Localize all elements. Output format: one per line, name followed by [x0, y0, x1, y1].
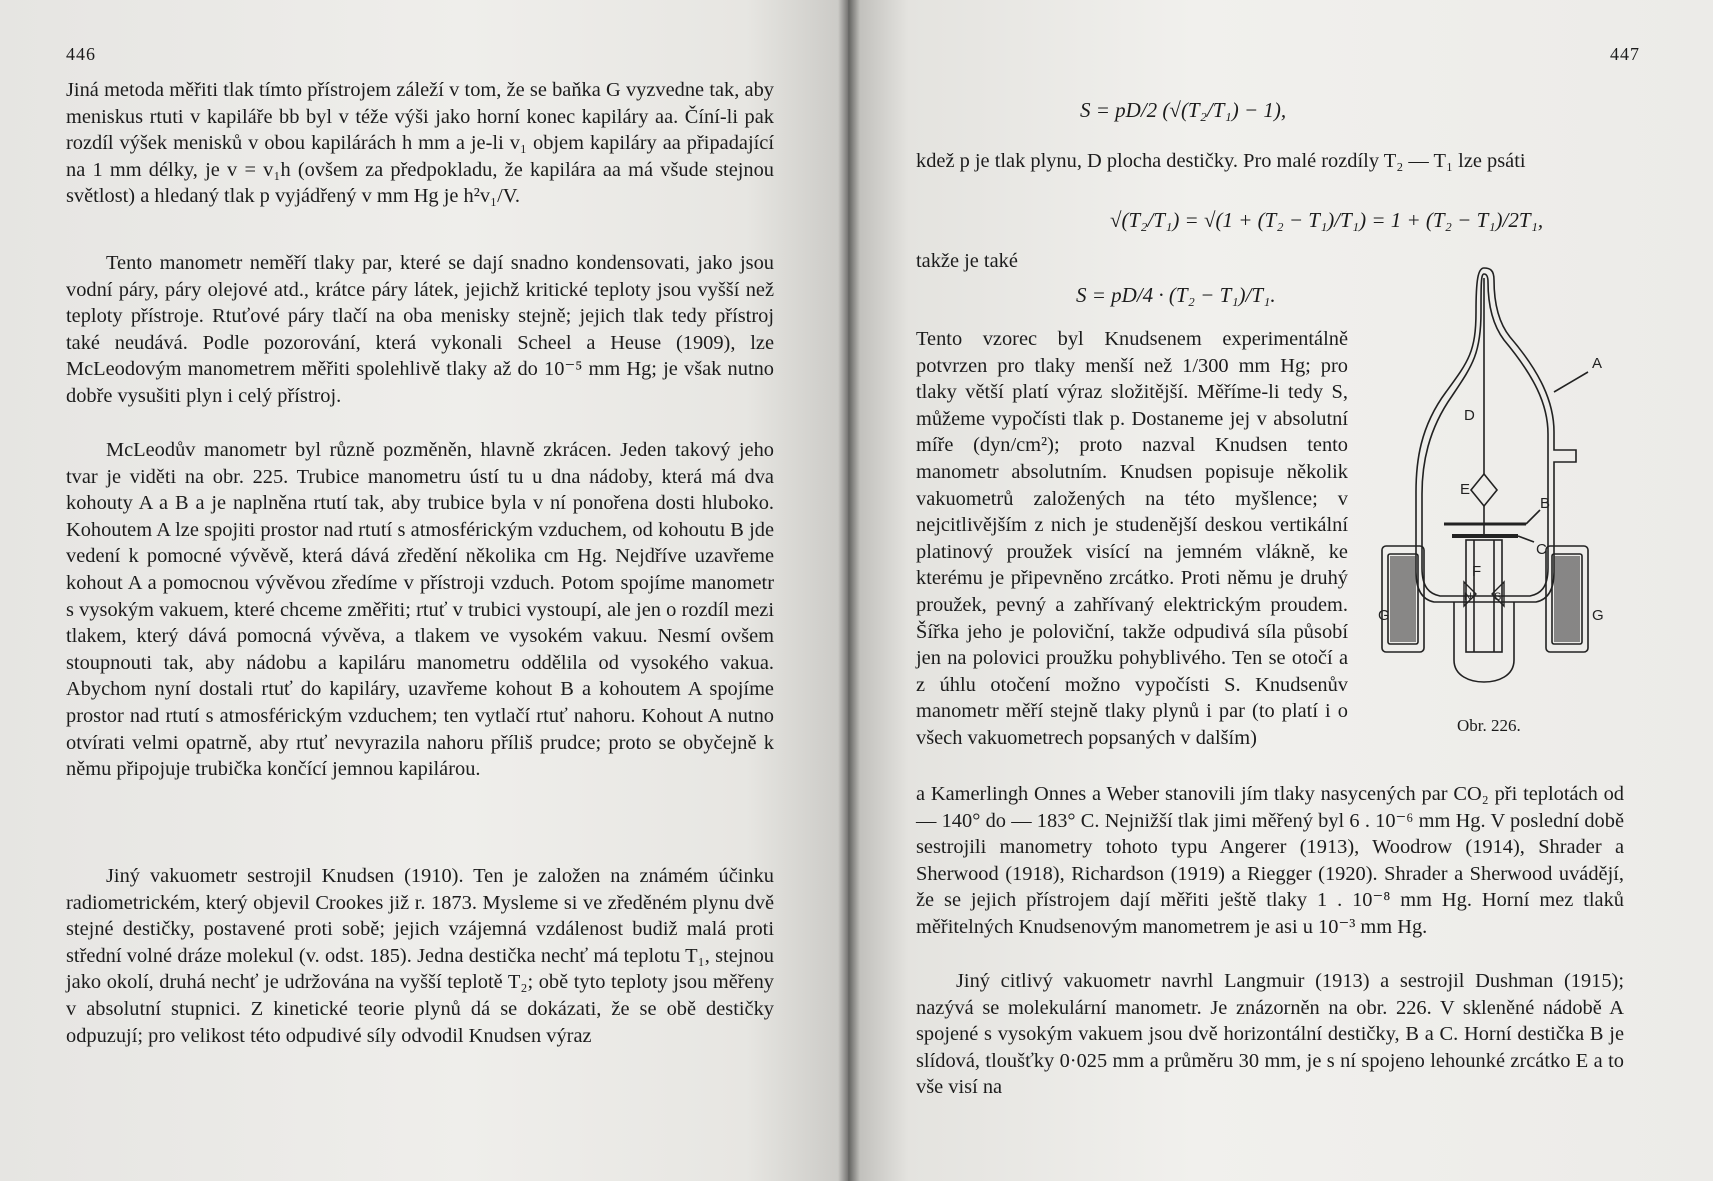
left-paragraph-2: Tento manometr neměří tlaky par, které se dají snadno kondensovati, jako jsou vodní páry, páry olejové atd., krátce páry látek, jejichž kritické teploty jsou vyšší než teploty přístroje. Rtuťové páry tlačí na oba menisky stejně; jejich tlak tedy přístroj také neudává. Podle pozorování, která vykonali Scheel a Heuse (1909), lze McLeodovým manometrem měřiti spolehlivě tlaky až do 10⁻⁵ mm Hg; je však nutno dobře vysušiti plyn i celý přístroj.	[66, 252, 774, 407]
left-paragraph-3: McLeodův manometr byl různě pozměněn, hlavně zkrácen. Jeden takový jeho tvar je viděti na obr. 225. Trubice manometru ústí tu u dna nádoby, která má dva kohouty A a B a je naplněna rtutí tak, aby trubice byla v ní ponořena dosti hluboko. Kohoutem A lze spojiti prostor nad rtutí s atmosférickým vzduchem, od kohoutu B jde vedení k pomocné vývěvě, která dává zředění několika cm Hg. Nejdříve uzavřeme kohout A a pomocnou vývěvou zředíme v přístroji vzduch. Potom spojíme manometr s vysokým vakuem, které chceme změřiti; rtuť v trubici vystoupí, ale jen o rozdíl mezi tlakem, který dává pomocná vývěva, a tlakem ve vysokém vakuu. Nesmí ovšem stoupnouti tak, aby nádobu a kapiláru manometru oddělila od vysokého vakua. Abychom nyní dostali rtuť do kapiláry, uzavřeme kohout B a kohoutem A spojíme prostor nad rtutí s atmosférickým vzduchem; ten vytlačí rtuť nahoru. Kohout A nutno otvírati velmi opatrně, aby rtuť nevyrazila nahoru příliš prudce; proto se obyčejně k němu připojuje trubička končící jemnou kapilárou.	[66, 439, 774, 781]
formula-3: S = pD/4 · (T₂ − T₁)/T₁.	[1076, 283, 1276, 307]
figure-caption: Obr. 226.	[1457, 716, 1521, 735]
left-paragraph-1: Jiná metoda měřiti tlak tímto přístrojem záleží v tom, že se baňka G vyzvedne tak, aby meniskus rtuti v kapiláře bb byl v téže výši jako horní konec kapiláry aa. Číní-li pak rozdíl výšek menisků v obou kapilárách h mm a je-li v₁ objem kapiláry aa připadající na 1 mm délky, je v = v₁h (ovšem za předpokladu, že kapilára aa má všude stejnou světlost) a hledaný tlak p vyjádřený v mm Hg je h²v₁/V.	[66, 79, 774, 208]
right-page-number: 447	[1610, 44, 1640, 64]
label-s: S	[1494, 591, 1502, 603]
label-a: A	[1592, 355, 1603, 372]
right-paragraph-1: kdež p je tlak plynu, D plocha destičky. Pro malé rozdíly T₂ — T₁ lze psáti	[916, 150, 1526, 172]
right-paragraph-5: Jiný citlivý vakuometr navrhl Langmuir (1913) a sestrojil Dushman (1915); nazývá se molekulární manometr. Je znázorněn na obr. 226. V skleněné nádobě A spojené s vysokým vakuem jsou dvě horizontální destičky, B a C. Horní destička B je slídová, tloušťky 0·025 mm a průměru 30 mm, je s ní spojeno lehounké zrcátko E a to vše visí na	[916, 970, 1624, 1099]
formula-2: √(T₂/T₁) = √(1 + (T₂ − T₁)/T₁) = 1 + (T₂ − T₁)/2T₁,	[1110, 208, 1544, 232]
label-g-right: G	[1592, 607, 1604, 624]
formula-1: S = pD/2 (√(T₂/T₁) − 1),	[1080, 98, 1287, 122]
left-paragraph-4: Jiný vakuometr sestrojil Knudsen (1910). Ten je založen na známém účinku radiometrickém, který objevil Crookes již r. 1873. Mysleme si ve zředěném plynu dvě stejné destičky, postavené proti sobě; jejich vzájemná vzdálenost budiž malá proti střední volné dráze molekul (v. odst. 185). Jedna destička nechť má teplotu T₁, stejnou jako okolí, druhá nechť je udržována na vyšší teplotě T₂; obě tyto teploty jsou měřeny v absolutní stupnici. Z kinetické teorie plynů dá se dokázati, že se obě destičky odpuzují; pro velikost této odpudivé síly odvodil Knudsen výraz	[66, 865, 774, 1047]
label-n: N	[1464, 591, 1472, 603]
right-paragraph-4: a Kamerlingh Onnes a Weber stanovili jím tlaky nasycených par CO₂ při teplotách od — 140° do — 183° C. Nejnižší tlak jimi měřený byl 6 . 10⁻⁶ mm Hg. V poslední době sestrojili manometry tohoto typu Angerer (1913), Woodrow (1914), Shrader a Sherwood (1918), Richardson (1919) a Riegger (1920). Shrader a Sherwood uvádějí, že se jejich přístrojem dají měřiti ještě tlaky 1 . 10⁻⁸ mm Hg. Horní mez tlaků měřitelných Knudsenovým manometrem je asi u 10⁻³ mm Hg.	[916, 783, 1624, 938]
left-page	[0, 0, 848, 1181]
left-page-number: 446	[66, 44, 96, 64]
label-e: E	[1460, 481, 1471, 498]
label-f: F	[1472, 563, 1482, 580]
molecular-manometer-diagram	[1380, 262, 1610, 702]
right-page	[848, 0, 1713, 1181]
label-d: D	[1464, 407, 1475, 424]
right-paragraph-3: Tento vzorec byl Knudsenem experimentálně potvrzen pro tlaky menší než 1/300 mm Hg; pro tlaky větší platí výraz složitější. Měříme-li tedy S, můžeme vypočísti tlak p. Dostaneme jej v absolutní míře (dyn/cm²); proto nazval Knudsen tento manometr absolutním. Knudsen popisuje několik vakuometrů založených na této myšlence; v nejcitlivějším z nich je studenější deskou vertikální platinový proužek visící na jemném vlákně, ke kterému je připevněno zrcátko. Proti němu je druhý proužek, pevný a zahřívaný elektrickým proudem. Šířka jeho je poloviční, takže odpudivá síla působí jen na polovici proužku pohyblivého. Ten se otočí a z úhlu otočení možno vypočísti S. Knudsenův manometr měří stejně tlaky plynů i par (to platí i o všech vakuometrech popsaných v dalším)	[916, 328, 1348, 749]
label-g-left: G	[1378, 607, 1390, 624]
label-b: B	[1540, 495, 1551, 512]
figure-226	[1380, 262, 1610, 702]
label-c: C	[1536, 541, 1547, 558]
right-paragraph-2: takže je také	[916, 250, 1018, 272]
book-gutter	[838, 0, 860, 1181]
